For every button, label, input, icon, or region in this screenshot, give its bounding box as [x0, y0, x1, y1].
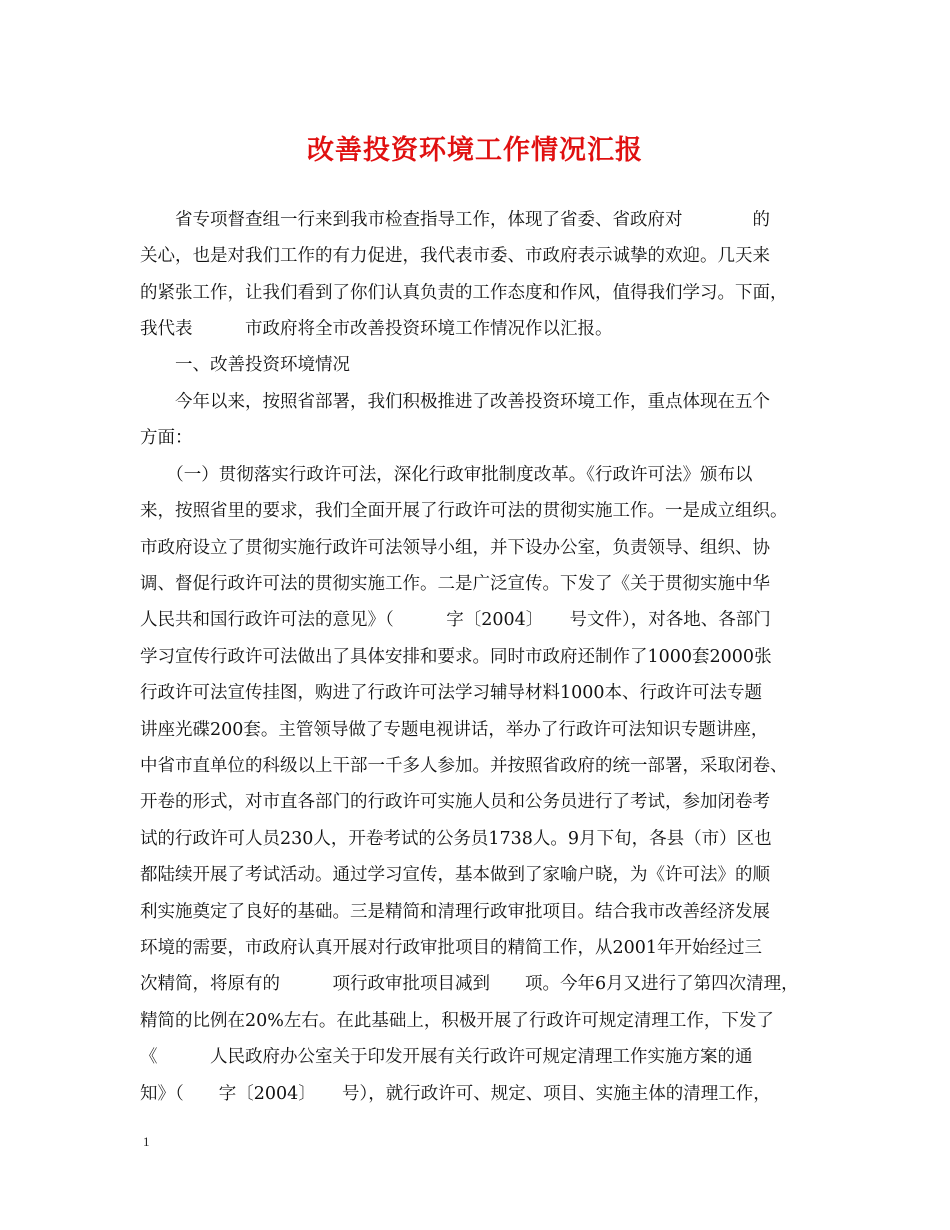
paragraph-line: 试的行政许可人员230人，开卷考试的公务员1738人。9月下旬，各县（市）区也 — [140, 829, 772, 849]
paragraph-line: 环境的需要，市政府认真开展对行政审批项目的精简工作，从2001年开始经过三 — [140, 938, 763, 958]
paragraph-line: 中省市直单位的科级以上干部一千多人参加。并按照省政府的统一部署，采取闭卷、 — [140, 756, 788, 776]
paragraph-line: 《 人民政府办公室关于印发开展有关行政许可规定清理工作实施方案的通 — [140, 1047, 753, 1067]
paragraph-line: 关心，也是对我们工作的有力促进，我代表市委、市政府表示诚挚的欢迎。几天来 — [140, 246, 770, 266]
paragraph-line: 调、督促行政许可法的贯彻实施工作。二是广泛宣传。下发了《关于贯彻实施中华 — [140, 574, 770, 594]
paragraph-line: 开卷的形式，对市直各部门的行政许可实施人员和公务员进行了考试，参加闭卷考 — [140, 792, 770, 812]
paragraph-line: 省专项督查组一行来到我市检查指导工作，体现了省委、省政府对 的 — [140, 210, 770, 230]
paragraph-line: 利实施奠定了良好的基础。三是精简和清理行政审批项目。结合我市改善经济发展 — [140, 902, 770, 922]
paragraph-line: 方面： — [140, 428, 193, 448]
paragraph-line: （一）贯彻落实行政许可法，深化行政审批制度改革。《行政许可法》颁布以 — [140, 465, 753, 485]
paragraph-line: 精简的比例在20%左右。在此基础上，积极开展了行政许可规定清理工作，下发了 — [140, 1011, 774, 1031]
paragraph-line: 一、改善投资环境情况 — [140, 355, 350, 375]
paragraph-line: 来，按照省里的要求，我们全面开展了行政许可法的贯彻实施工作。一是成立组织。 — [140, 501, 788, 521]
paragraph-line: 次精简，将原有的 项行政审批项目减到 项。今年6月又进行了第四次清理， — [140, 974, 799, 994]
document-title: 改善投资环境工作情况汇报 — [307, 135, 643, 166]
paragraph-line: 知》（ 字〔2004〕 号），就行政许可、规定、项目、实施主体的清理工作， — [140, 1084, 771, 1104]
paragraph-line: 行政许可法宣传挂图，购进了行政许可法学习辅导材料1000本、行政许可法专题 — [140, 683, 763, 703]
paragraph-line: 今年以来，按照省部署，我们积极推进了改善投资环境工作，重点体现在五个 — [140, 392, 770, 412]
paragraph-line: 我代表 市政府将全市改善投资环境工作情况作以汇报。 — [140, 319, 613, 339]
page-number: 1 — [143, 1134, 150, 1149]
paragraph-line: 的紧张工作，让我们看到了你们认真负责的工作态度和作风，值得我们学习。下面， — [140, 283, 788, 303]
paragraph-line: 市政府设立了贯彻实施行政许可法领导小组，并下设办公室，负责领导、组织、协 — [140, 538, 770, 558]
paragraph-line: 讲座光碟200套。主管领导做了专题电视讲话，举办了行政许可法知识专题讲座， — [140, 720, 769, 740]
paragraph-line: 都陆续开展了考试活动。通过学习宣传，基本做到了家喻户晓，为《许可法》的顺 — [140, 865, 770, 885]
paragraph-line: 人民共和国行政许可法的意见》（ 字〔2004〕 号文件），对各地、各部门 — [140, 610, 771, 630]
paragraph-line: 学习宣传行政许可法做出了具体安排和要求。同时市政府还制作了1000套2000张 — [140, 647, 772, 667]
